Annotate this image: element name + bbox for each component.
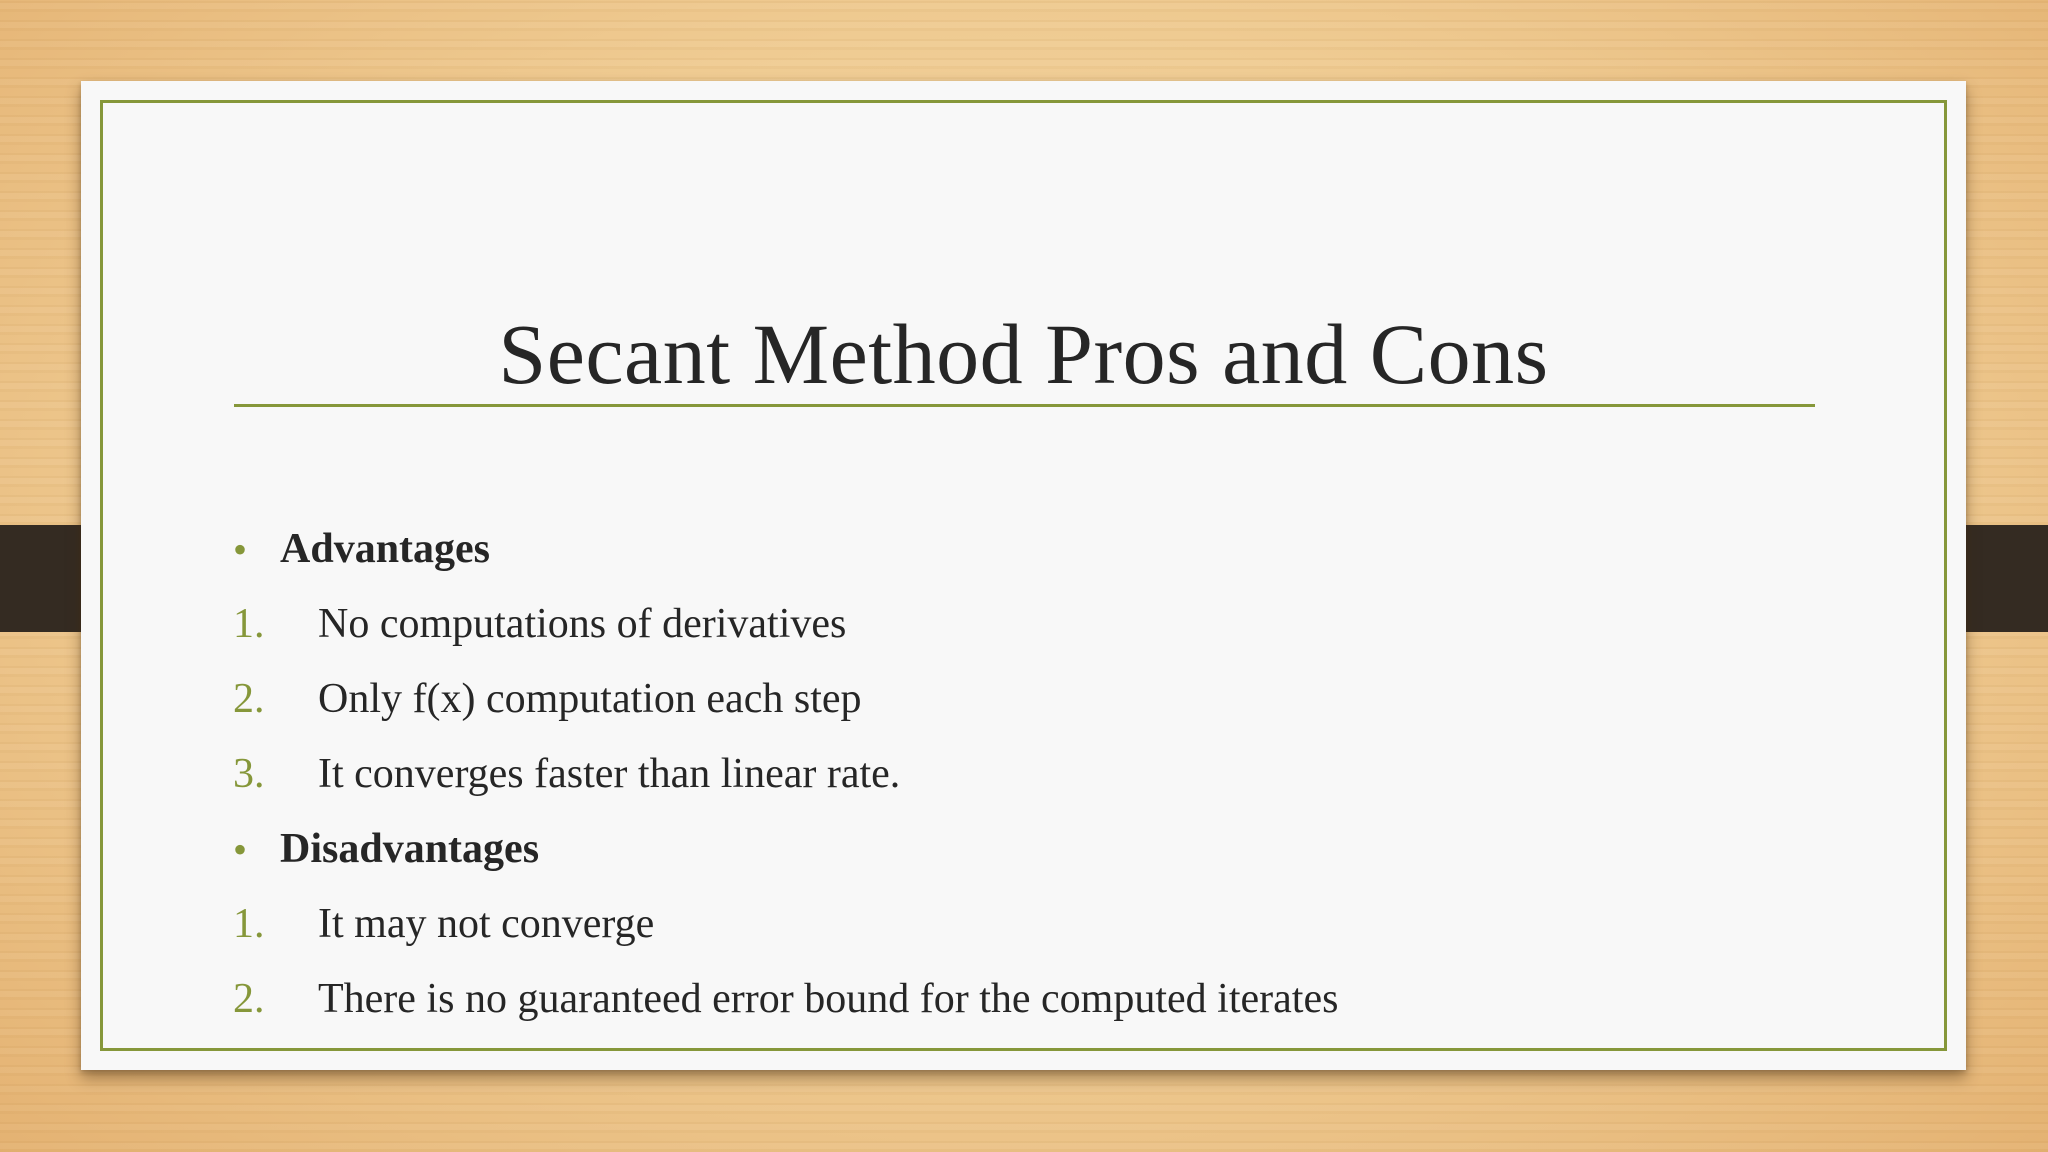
bullet-dot-icon: • (233, 527, 248, 572)
list-item-text: There is no guaranteed error bound for the computed iterates (318, 976, 1339, 1022)
list-item (233, 962, 1833, 1037)
list-item-number: 1. (233, 601, 265, 647)
list-item (233, 887, 1833, 962)
list-item-text: It may not converge (318, 901, 655, 947)
slide-content (233, 512, 1833, 1037)
list-item-number: 2. (233, 976, 265, 1022)
slide-card (81, 81, 1966, 1070)
list-item-text: No computations of derivatives (318, 601, 847, 647)
section-heading-text: Disadvantages (280, 826, 540, 872)
slide-title: Secant Method Pros and Cons (498, 306, 1549, 402)
list-item-number: 3. (233, 751, 265, 797)
list-item-text: Only f(x) computation each step (318, 676, 862, 722)
list-item (233, 587, 1833, 662)
list-item-text: It converges faster than linear rate. (318, 751, 901, 797)
title-divider (234, 404, 1815, 407)
list-item (233, 737, 1833, 812)
section-heading-disadvantages (233, 812, 1833, 887)
bullet-dot-icon: • (233, 827, 248, 872)
list-item (233, 662, 1833, 737)
list-item-number: 1. (233, 901, 265, 947)
list-item-number: 2. (233, 676, 265, 722)
section-heading-advantages (233, 512, 1833, 587)
section-heading-text: Advantages (280, 526, 491, 572)
